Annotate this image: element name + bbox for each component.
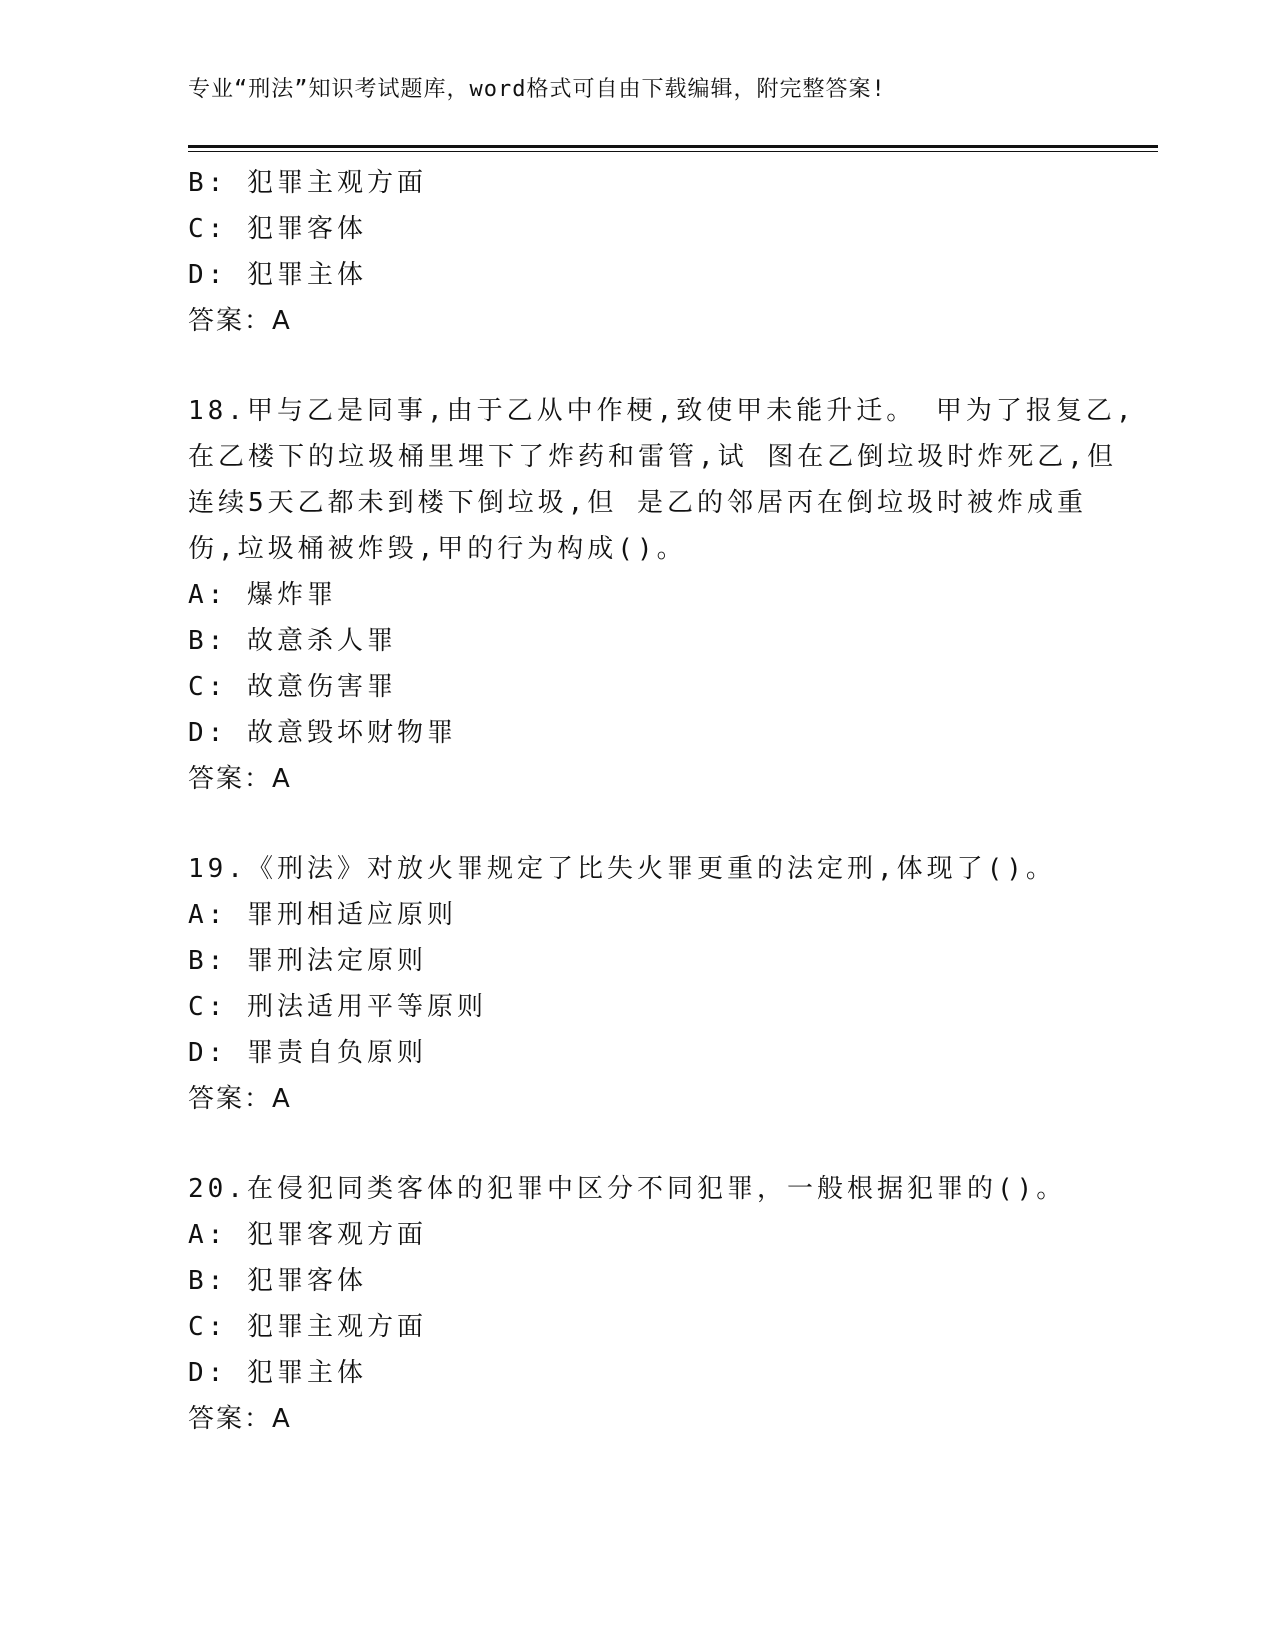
option-c: C: 刑法适用平等原则 — [188, 992, 487, 1022]
header-rule-thick — [188, 145, 1158, 148]
question-17-continued — [188, 160, 1088, 344]
option-a: A: 犯罪客观方面 — [188, 1220, 427, 1250]
option-c: C: 故意伤害罪 — [188, 672, 397, 702]
option-a: A: 罪刑相适应原则 — [188, 900, 457, 930]
option-b: B: 罪刑法定原则 — [188, 946, 427, 976]
option-d: D: 犯罪主体 — [188, 260, 367, 290]
spacer — [188, 802, 1088, 846]
question-stem-line: 20.在侵犯同类客体的犯罪中区分不同犯罪，一般根据犯罪的()。 — [188, 1174, 1067, 1204]
option-d: D: 故意毁坏财物罪 — [188, 718, 457, 748]
spacer — [188, 344, 1088, 388]
question-19 — [188, 846, 1088, 1122]
question-stem-line: 伤,垃圾桶被炸毁,甲的行为构成()。 — [188, 534, 687, 564]
option-b: B: 犯罪主观方面 — [188, 168, 427, 198]
header-rule-thin — [188, 151, 1158, 152]
question-stem-line: 19.《刑法》对放火罪规定了比失火罪更重的法定刑,体现了()。 — [188, 854, 1056, 884]
answer-line: 答案：A — [188, 1404, 292, 1434]
answer-line: 答案：A — [188, 1084, 292, 1114]
document-header: 专业“刑法”知识考试题库，word格式可自由下载编辑，附完整答案! — [188, 77, 886, 102]
option-d: D: 罪责自负原则 — [188, 1038, 427, 1068]
question-stem-line: 18.甲与乙是同事,由于乙从中作梗,致使甲未能升迁。 甲为了报复乙, — [188, 396, 1136, 426]
answer-line: 答案：A — [188, 764, 292, 794]
question-20 — [188, 1166, 1088, 1442]
option-c: C: 犯罪主观方面 — [188, 1312, 427, 1342]
question-stem-line: 在乙楼下的垃圾桶里埋下了炸药和雷管,试 图在乙倒垃圾时炸死乙,但 — [188, 442, 1117, 472]
option-a: A: 爆炸罪 — [188, 580, 337, 610]
question-list — [188, 160, 1136, 1442]
option-c: C: 犯罪客体 — [188, 214, 367, 244]
answer-line: 答案：A — [188, 306, 292, 336]
option-d: D: 犯罪主体 — [188, 1358, 367, 1388]
option-b: B: 犯罪客体 — [188, 1266, 367, 1296]
spacer — [188, 1122, 1088, 1166]
question-stem-line: 连续5天乙都未到楼下倒垃圾,但 是乙的邻居丙在倒垃圾时被炸成重 — [188, 488, 1087, 518]
question-18 — [188, 388, 1136, 802]
option-b: B: 故意杀人罪 — [188, 626, 397, 656]
